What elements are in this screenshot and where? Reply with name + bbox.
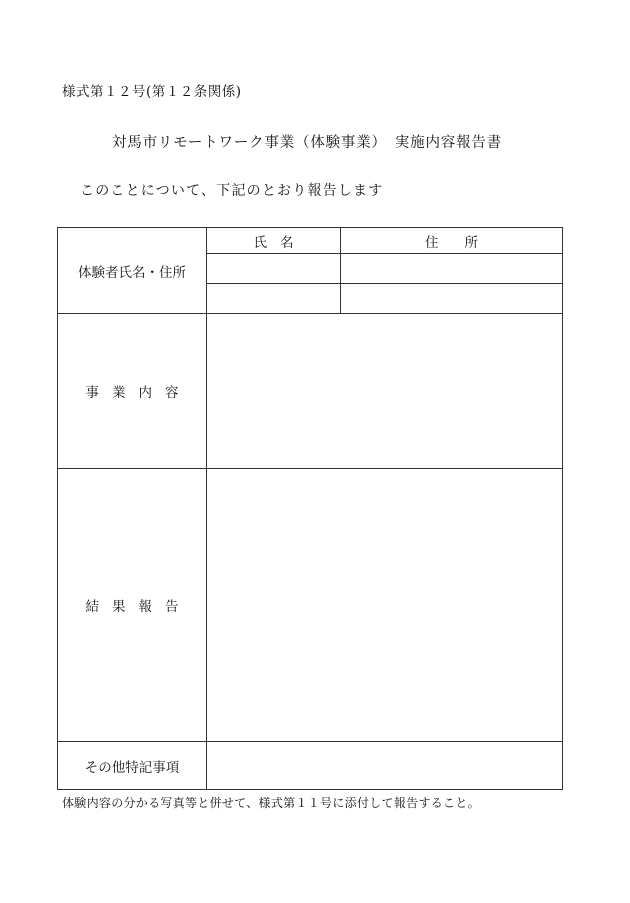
lead-text: このことについて、下記のとおり報告します [80, 183, 384, 199]
report-table [57, 227, 563, 790]
name-column-header: 氏名 [207, 228, 341, 254]
participant-address-cell-1[interactable] [341, 254, 563, 284]
participant-name-cell-1[interactable] [207, 254, 341, 284]
result-label: 結果報告 [58, 469, 207, 742]
content-label: 事業内容 [58, 314, 207, 469]
address-column-header: 住所 [341, 228, 563, 254]
result-field[interactable] [207, 469, 563, 742]
footnote: 体験内容の分かる写真等と併せて、様式第１１号に添付して報告すること。 [62, 796, 480, 810]
participant-label: 体験者氏名・住所 [58, 228, 207, 314]
participant-address-cell-2[interactable] [341, 284, 563, 314]
document-title: 対馬市リモートワーク事業（体験事業） 実施内容報告書 [112, 135, 502, 151]
content-field[interactable] [207, 314, 563, 469]
participant-name-cell-2[interactable] [207, 284, 341, 314]
notes-field[interactable] [207, 742, 563, 790]
notes-label: その他特記事項 [58, 742, 207, 790]
form-number: 様式第１２号(第１２条関係) [62, 84, 242, 100]
